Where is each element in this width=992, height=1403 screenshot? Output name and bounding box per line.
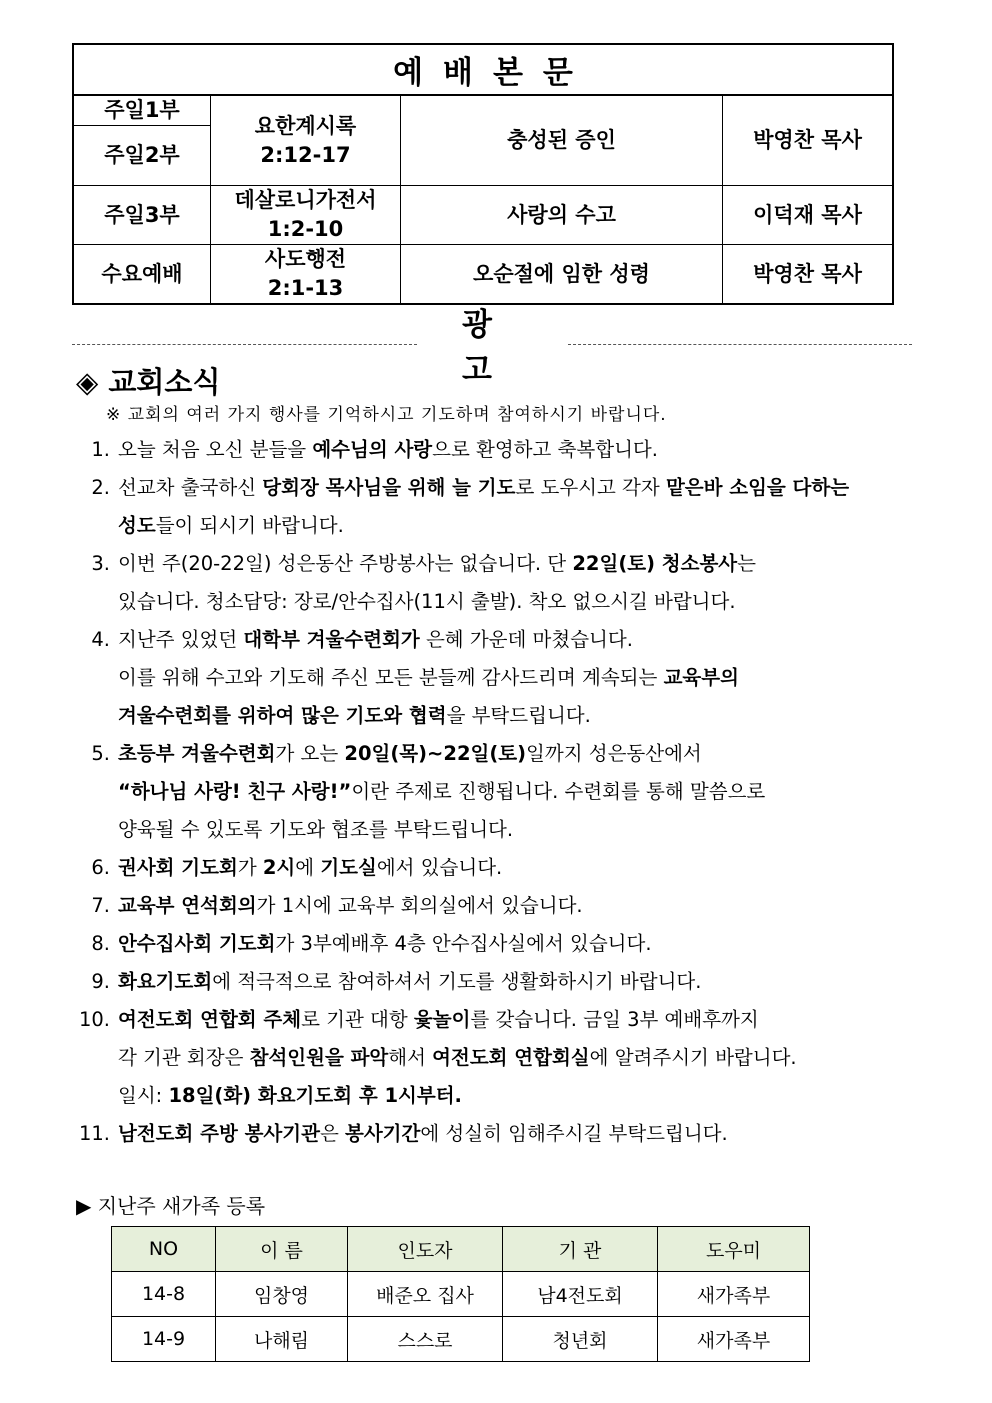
item-number: 7. — [91, 894, 110, 917]
emphasis-text: 20일(목)~22일(토) — [344, 742, 527, 765]
body-text: 가 — [237, 856, 263, 879]
cell-group: 청년회 — [503, 1317, 658, 1362]
emphasis-text: 화요기도회 — [118, 970, 213, 993]
body-text: 일까지 성은동산에서 — [526, 742, 702, 765]
body-text: 양육될 수 있도록 기도와 협조를 부탁드립니다. — [118, 818, 514, 841]
item-text — [118, 469, 930, 545]
body-text: 해서 — [388, 1046, 433, 1069]
item-line — [118, 925, 930, 963]
body-text: 에 — [295, 856, 321, 879]
body-text: 있습니다. 청소담당: 장로/안수집사(11시 출발). 착오 없으시길 바랍니다. — [118, 590, 736, 613]
cell-name: 나해림 — [216, 1317, 348, 1362]
emphasis-text: 2시 — [262, 856, 296, 879]
item-line — [118, 507, 930, 545]
item-text — [118, 621, 930, 735]
item-number: 3. — [91, 552, 110, 575]
passage — [211, 96, 400, 185]
body-text: 는 — [737, 552, 756, 575]
emphasis-text: 맡은바 소임을 다하는 — [665, 476, 850, 499]
emphasis-text: 봉사기간 — [345, 1122, 421, 1145]
emphasis-text: 권사회 기도회 — [118, 856, 238, 879]
announcement-item — [60, 735, 930, 849]
body-text: 오늘 처음 오신 분들을 — [118, 438, 313, 461]
item-line — [118, 811, 930, 849]
cell-group: 남4전도회 — [503, 1272, 658, 1317]
body-text: 일시: — [118, 1084, 169, 1107]
table-header-row — [112, 1227, 810, 1272]
passage-book: 사도행전 — [264, 247, 347, 271]
emphasis-text: 성도 — [118, 514, 156, 537]
preacher: 박영찬 목사 — [753, 261, 862, 286]
body-text: 로 기관 대항 — [301, 1008, 414, 1031]
item-text — [118, 887, 930, 925]
cell-name: 임창영 — [216, 1272, 348, 1317]
announcement-item — [60, 545, 930, 621]
item-line — [118, 469, 930, 507]
emphasis-text: 남전도회 주방 봉사기관 — [118, 1122, 320, 1145]
emphasis-text: 당회장 목사님을 위해 늘 기도 — [262, 476, 516, 499]
item-text — [118, 1115, 930, 1153]
body-text: 가 1시에 교육부 회의실에서 있습니다. — [256, 894, 583, 917]
item-line — [118, 963, 930, 1001]
item-line — [118, 545, 930, 583]
item-line — [118, 849, 930, 887]
body-text: 이번 주(20-22일) 성은동산 주방봉사는 없습니다. 단 — [118, 552, 573, 575]
passage-verse: 1:2-10 — [267, 217, 344, 241]
item-text — [118, 735, 930, 849]
item-line — [118, 583, 930, 621]
item-text — [118, 1001, 930, 1115]
service-name: 주일1부 — [104, 98, 180, 122]
emphasis-text: 22일(토) 청소봉사 — [572, 552, 738, 575]
item-line — [118, 1115, 930, 1153]
body-text: 은 — [319, 1122, 345, 1145]
emphasis-text: 여전도회 연합회 주체 — [118, 1008, 302, 1031]
emphasis-text: 겨울수련회를 위하여 많은 기도와 협력 — [118, 704, 447, 727]
announcement-item — [60, 887, 930, 925]
body-text: 가 3부예배후 4층 안수집사실에서 있습니다. — [275, 932, 652, 955]
emphasis-text: 여전도회 연합회실 — [432, 1046, 590, 1069]
passage-verse: 2:12-17 — [260, 142, 351, 167]
emphasis-text: 기도실 — [320, 856, 377, 879]
body-text: 에서 있습니다. — [376, 856, 503, 879]
announcement-item — [60, 469, 930, 545]
passage — [211, 186, 400, 244]
item-line — [118, 735, 930, 773]
body-text: 을 부탁드립니다. — [446, 704, 591, 727]
header-no: NO — [112, 1227, 216, 1272]
body-text: 가 오는 — [275, 742, 345, 765]
passage-book: 데살로니가전서 — [234, 188, 377, 212]
emphasis-text: 예수님의 사랑 — [312, 438, 433, 461]
preacher: 이덕재 목사 — [753, 202, 862, 227]
body-text: 에 알려주시기 바랍니다. — [589, 1046, 797, 1069]
announcement-item — [60, 849, 930, 887]
item-number: 11. — [78, 1122, 110, 1145]
item-line — [118, 431, 930, 469]
body-text: 각 기관 회장은 — [118, 1046, 250, 1069]
body-text: 이를 위해 수고와 기도해 주신 모든 분들께 감사드리며 계속되는 — [118, 666, 664, 689]
table-row — [112, 1272, 810, 1317]
item-number: 2. — [91, 476, 110, 499]
sermon-title: 오순절에 임한 성령 — [473, 261, 650, 286]
body-text: 으로 환영하고 축복합니다. — [432, 438, 658, 461]
announcement-item — [60, 1115, 930, 1153]
body-text: 선교차 출국하신 — [118, 476, 263, 499]
item-text — [118, 925, 930, 963]
item-number: 6. — [91, 856, 110, 879]
item-line — [118, 887, 930, 925]
cell-guide: 배준오 집사 — [348, 1272, 503, 1317]
body-text: 에 성실히 임해주시길 부탁드립니다. — [420, 1122, 728, 1145]
worship-table — [72, 43, 894, 305]
item-number: 10. — [78, 1008, 110, 1031]
item-number: 4. — [91, 628, 110, 651]
item-line — [118, 1077, 930, 1115]
emphasis-text: 18일(화) 화요기도회 후 1시부터. — [168, 1084, 462, 1107]
passage-verse: 2:1-13 — [267, 276, 344, 300]
header-helper: 도우미 — [658, 1227, 810, 1272]
header-group: 기 관 — [503, 1227, 658, 1272]
announcement-item — [60, 431, 930, 469]
body-text: 이란 주제로 진행됩니다. 수련회를 통해 말씀으로 — [351, 780, 766, 803]
cell-no: 14-9 — [112, 1317, 216, 1362]
announcement-item — [60, 621, 930, 735]
body-text: 들이 되시기 바랍니다. — [155, 514, 344, 537]
emphasis-text: 안수집사회 기도회 — [118, 932, 276, 955]
emphasis-text: 참석인원을 파악 — [249, 1046, 389, 1069]
announcement-title: 광고 — [462, 307, 532, 388]
body-text: 에 적극적으로 참여하셔서 기도를 생활화하시기 바랍니다. — [212, 970, 702, 993]
sermon-title: 충성된 증인 — [507, 128, 616, 152]
item-line — [118, 697, 930, 735]
new-family-title: ▶ 지난주 새가족 등록 — [76, 1194, 266, 1218]
item-number: 5. — [91, 742, 110, 765]
table-row — [112, 1317, 810, 1362]
dashed-rule — [72, 344, 417, 345]
item-text — [118, 963, 930, 1001]
item-text — [118, 849, 930, 887]
body-text: 은혜 가운데 마쳤습니다. — [419, 628, 633, 651]
section-note: ※ 교회의 여러 가지 행사를 기억하시고 기도하며 참여하시기 바랍니다. — [106, 405, 667, 425]
item-number: 1. — [91, 438, 110, 461]
preacher: 박영찬 목사 — [753, 128, 862, 152]
item-number: 8. — [91, 932, 110, 955]
cell-helper: 새가족부 — [658, 1317, 810, 1362]
passage — [211, 245, 400, 303]
emphasis-text: 교육부의 — [663, 666, 739, 689]
header-name: 이 름 — [216, 1227, 348, 1272]
passage-book: 요한계시록 — [254, 113, 357, 138]
service-name: 주일2부 — [104, 143, 180, 167]
item-line — [118, 659, 930, 697]
section-title: ◈ 교회소식 — [76, 365, 221, 399]
dashed-rule — [568, 344, 912, 345]
item-text — [118, 545, 930, 621]
service-name: 주일3부 — [104, 202, 180, 227]
cell-guide: 스스로 — [348, 1317, 503, 1362]
body-text: 지난주 있었던 — [118, 628, 244, 651]
new-family-table — [111, 1226, 810, 1362]
item-line — [118, 621, 930, 659]
item-number: 9. — [91, 970, 110, 993]
item-line — [118, 1001, 930, 1039]
cell-helper: 새가족부 — [658, 1272, 810, 1317]
emphasis-text: 초등부 겨울수련회 — [118, 742, 276, 765]
service-name: 수요예배 — [101, 261, 183, 286]
body-text: 로 도우시고 각자 — [515, 476, 666, 499]
announcement-item — [60, 1001, 930, 1115]
announcement-item — [60, 963, 930, 1001]
item-line — [118, 1039, 930, 1077]
item-text — [118, 431, 930, 469]
header-guide: 인도자 — [348, 1227, 503, 1272]
body-text: 를 갖습니다. 금일 3부 예배후까지 — [470, 1008, 759, 1031]
emphasis-text: 대학부 겨울수련회가 — [243, 628, 420, 651]
emphasis-text: 윷놀이 — [413, 1008, 471, 1031]
announcement-item — [60, 925, 930, 963]
item-line — [118, 773, 930, 811]
emphasis-text: 교육부 연석회의 — [118, 894, 257, 917]
emphasis-text: “하나님 사랑! 친구 사랑!” — [118, 780, 352, 803]
sermon-title: 사랑의 수고 — [507, 202, 616, 227]
cell-no: 14-8 — [112, 1272, 216, 1317]
worship-title: 예배본문 — [74, 45, 892, 96]
